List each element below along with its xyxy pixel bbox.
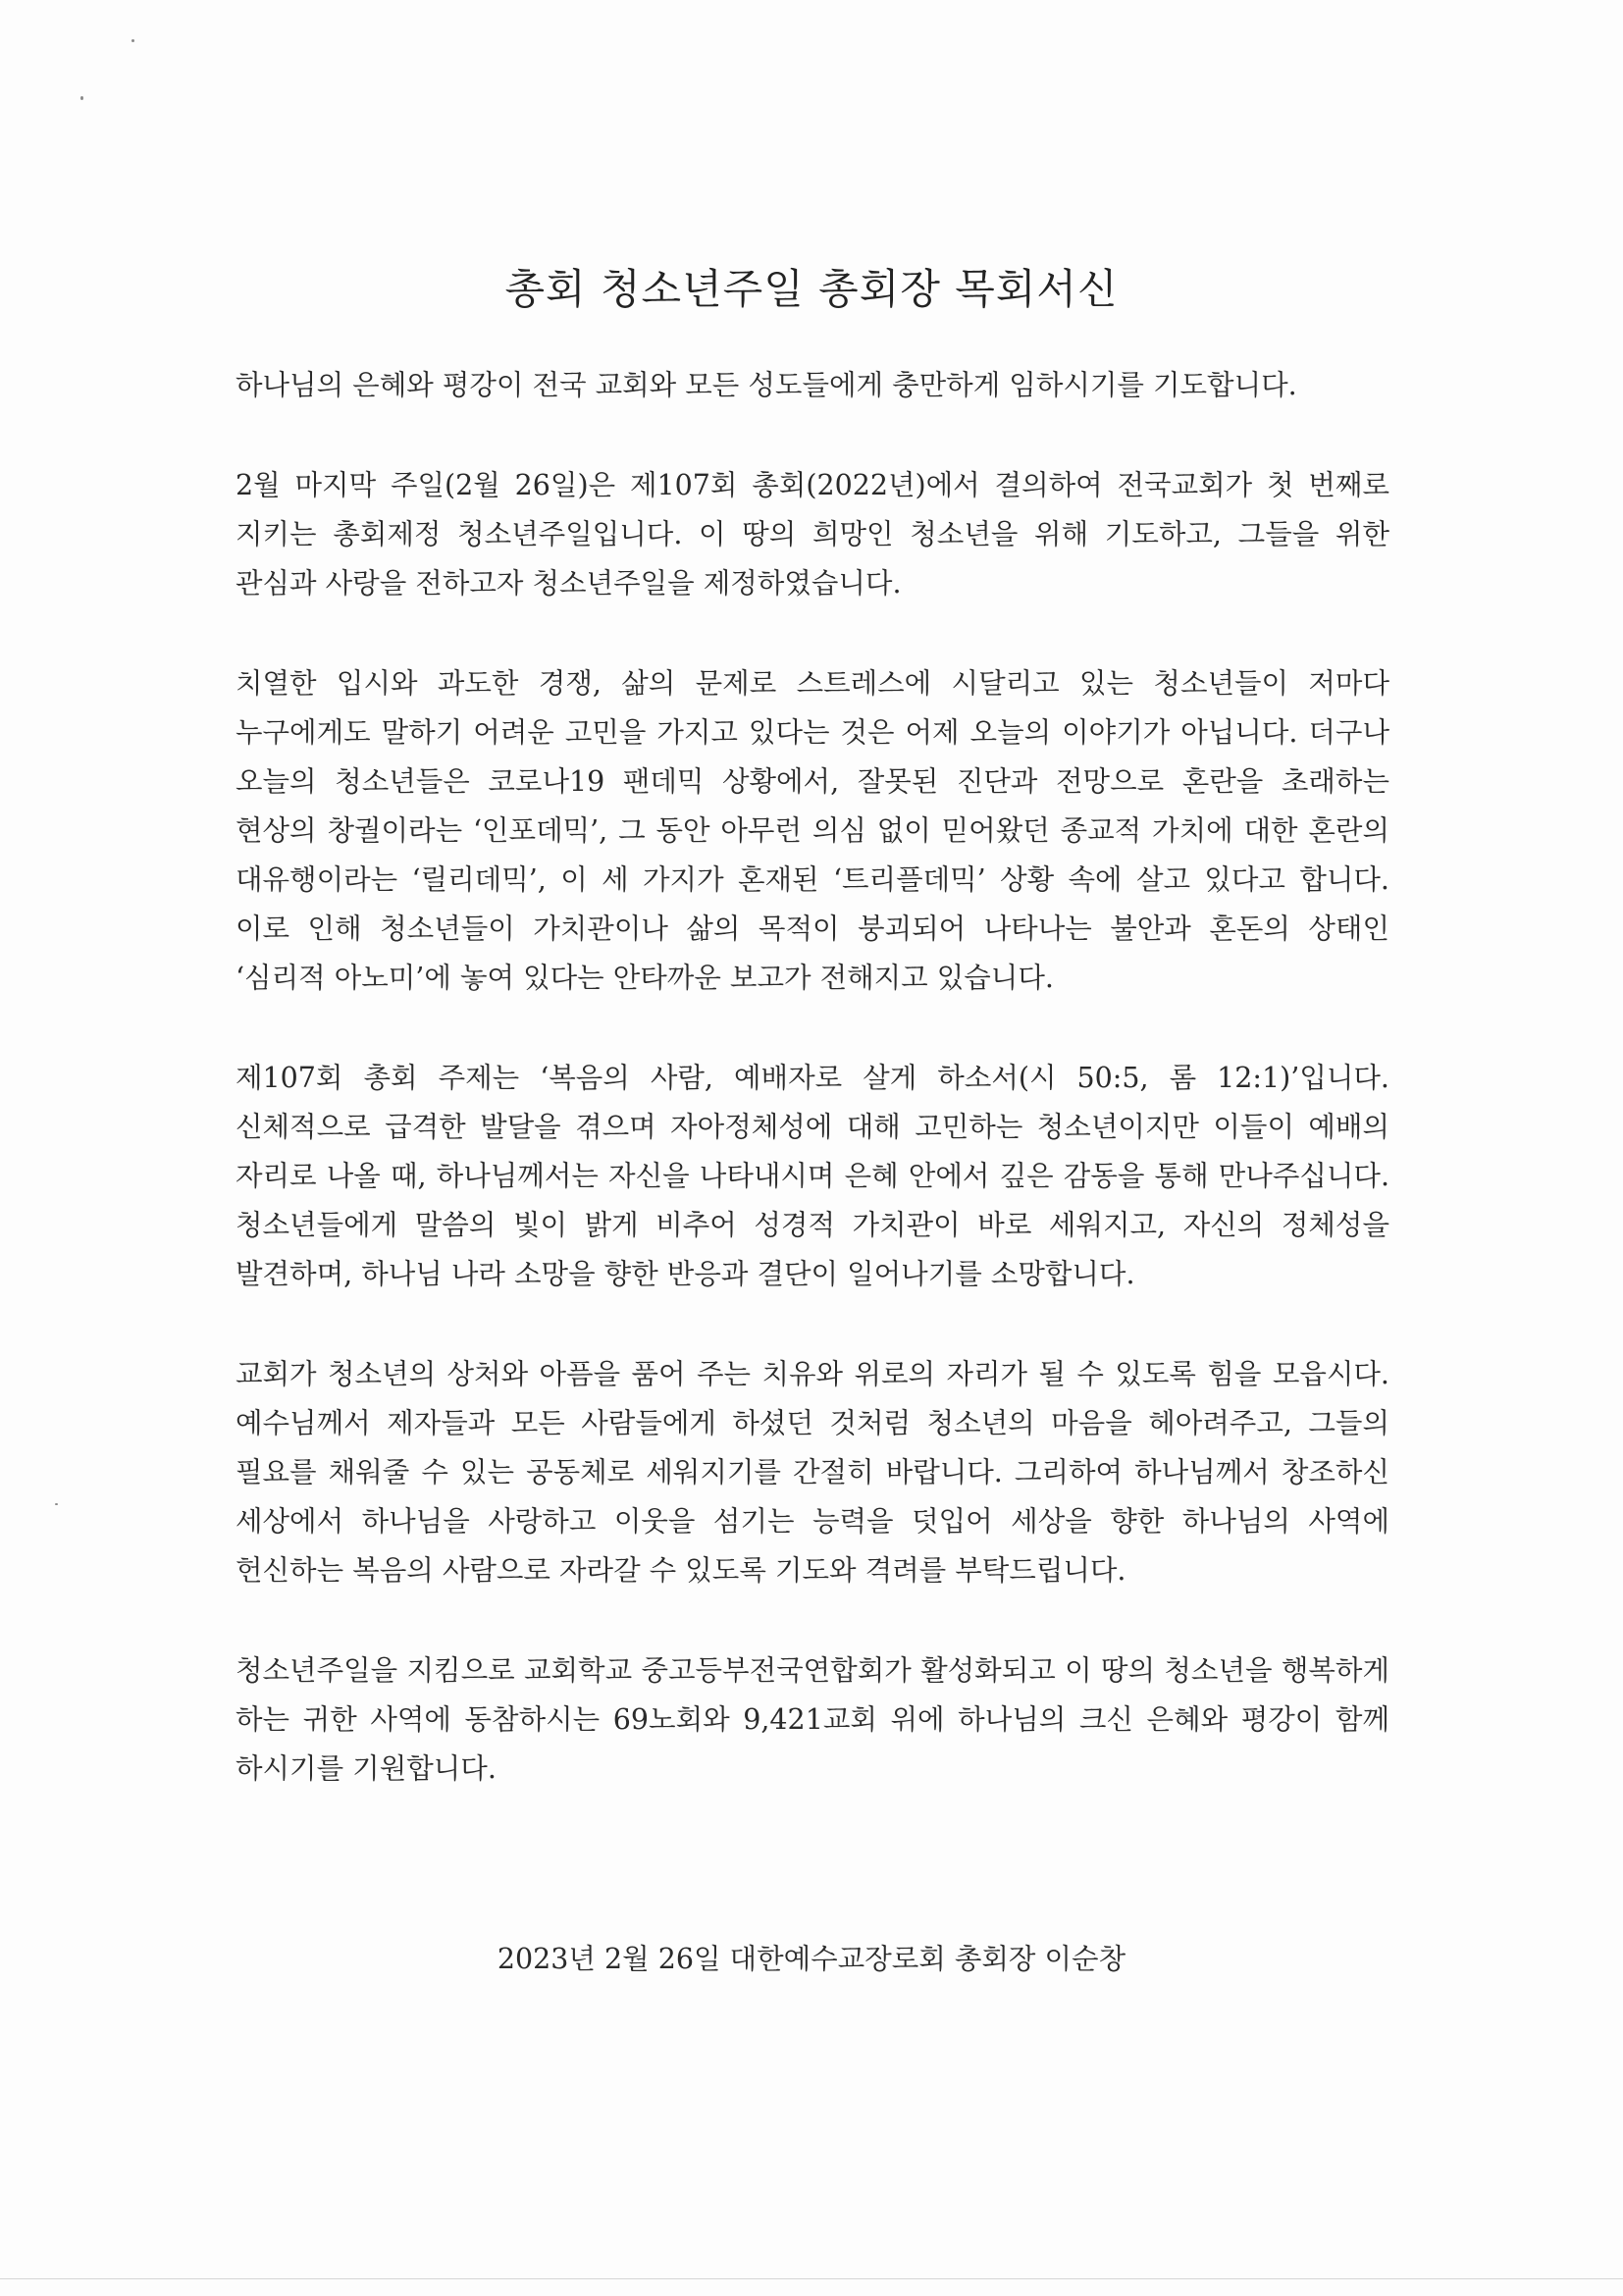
scan-speck (55, 1503, 58, 1505)
scan-speck (131, 39, 134, 42)
paragraph-closing-blessing: 청소년주일을 지킴으로 교회학교 중고등부전국연합회가 활성화되고 이 땅의 청소년을 행복하게 하는 귀한 사역에 동참하시는 69노회와 9,421교회 위에 하나님의 크신 은혜와 평강이 함께 하시기를 기원합니다. (236, 1654, 1389, 1785)
letter-title: 총회 청소년주일 총회장 목회서신 (504, 265, 1119, 313)
scan-edge-line (0, 2278, 1623, 2279)
paragraph-tripledemic: 치열한 입시와 과도한 경쟁, 삶의 문제로 스트레스에 시달리고 있는 청소년들이 저마다 누구에게도 말하기 어려운 고민을 가지고 있다는 것은 어제 오늘의 이야기가 아닙니다. 더구나 오늘의 청소년들은 코로나19 팬데믹 상황에서, 잘못된 진단과 전망으로 혼란을 초래하는 현상의 창궐이라는 ‘인포데믹’, 그 동안 아무런 의심 없이 믿어왔던 종교적 가치에 대한 혼란의 대유행이라는 ‘릴리데믹’, 이 세 가지가 혼재된 ‘트리플데믹’ 상황 속에 살고 있다고 합니다. 이로 인해 청소년들이 가치관이나 삶의 목적이 붕괴되어 나타나는 불안과 혼돈의 상태인 ‘심리적 아노미’에 놓여 있다는 안타까운 보고가 전해지고 있습니다. (236, 667, 1389, 994)
scan-speck (80, 96, 83, 100)
paragraph-greeting: 하나님의 은혜와 평강이 전국 교회와 모든 성도들에게 충만하게 임하시기를 기도합니다. (236, 369, 1297, 401)
paragraph-church-healing: 교회가 청소년의 상처와 아픔을 품어 주는 치유와 위로의 자리가 될 수 있도록 힘을 모읍시다. 예수님께서 제자들과 모든 사람들에게 하셨던 것처럼 청소년의 마음을 헤아려주고, 그들의 필요를 채워줄 수 있는 공동체로 세워지기를 간절히 바랍니다. 그리하여 하나님께서 창조하신 세상에서 하나님을 사랑하고 이웃을 섬기는 능력을 덧입어 세상을 향한 하나님의 사역에 헌신하는 복음의 사람으로 자라갈 수 있도록 기도와 격려를 부탁드립니다. (236, 1358, 1389, 1587)
letter-body (236, 361, 1389, 1845)
paragraph-youth-sunday: 2월 마지막 주일(2월 26일)은 제107회 총회(2022년)에서 결의하여 전국교회가 첫 번째로 지키는 총회제정 청소년주일입니다. 이 땅의 희망인 청소년을 위해 기도하고, 그들을 위한 관심과 사랑을 전하고자 청소년주일을 제정하였습니다. (236, 469, 1389, 600)
signature-line: 2023년 2월 26일 대한예수교장로회 총회장 이순창 (497, 1943, 1126, 1975)
paragraph-assembly-theme: 제107회 총회 주제는 ‘복음의 사람, 예배자로 살게 하소서(시 50:5, 롬 12:1)’입니다. 신체적으로 급격한 발달을 겪으며 자아정체성에 대해 고민하는 청소년이지만 이들이 예배의 자리로 나올 때, 하나님께서는 자신을 나타내시며 은혜 안에서 깊은 감동을 통해 만나주십니다. 청소년들에게 말씀의 빛이 밝게 비추어 성경적 가치관이 바로 세워지고, 자신의 정체성을 발견하며, 하나님 나라 소망을 향한 반응과 결단이 일어나기를 소망합니다. (236, 1062, 1389, 1290)
